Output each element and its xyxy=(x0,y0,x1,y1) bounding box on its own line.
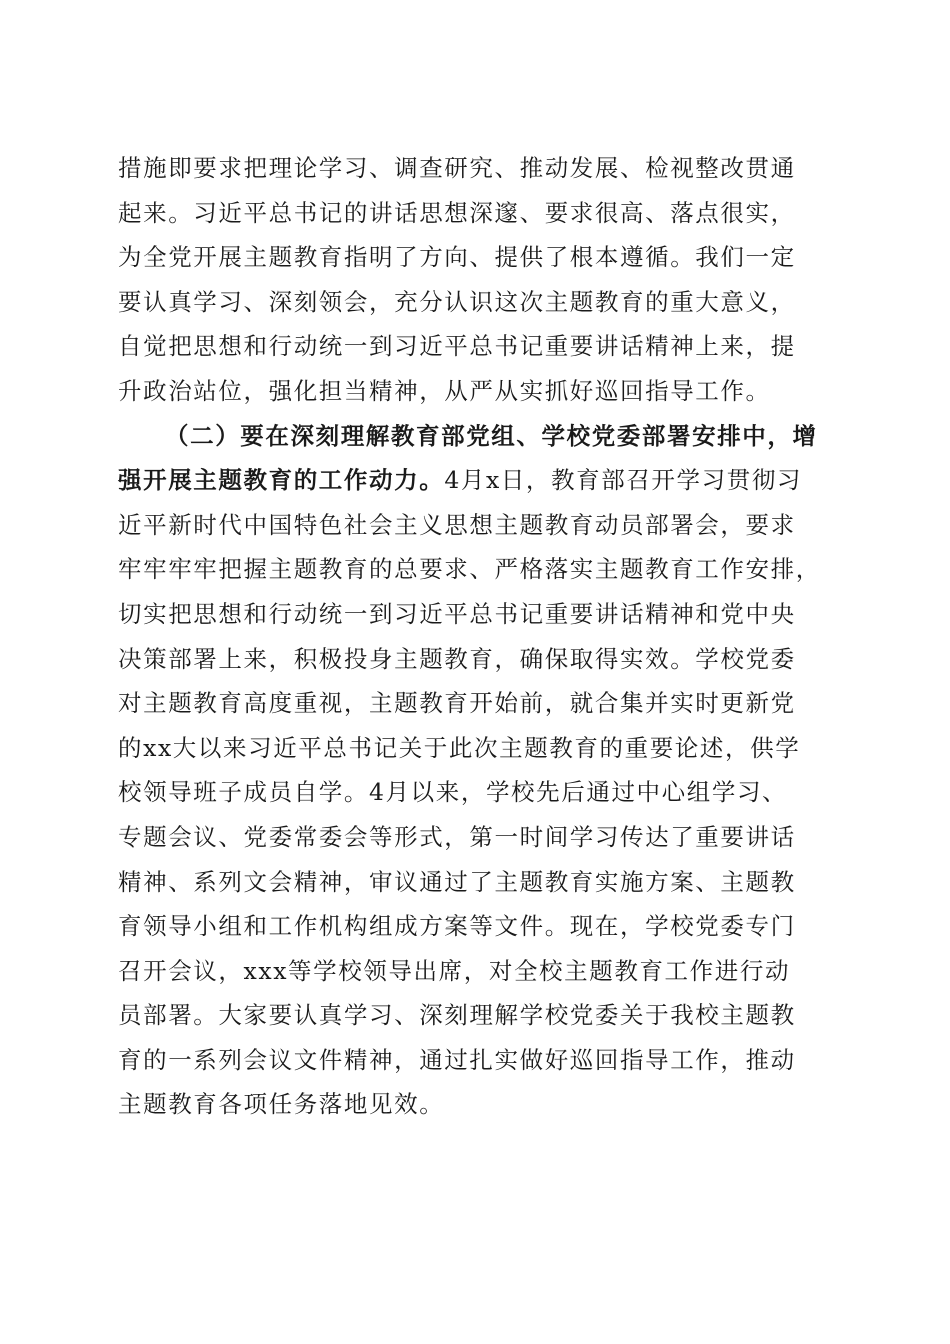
paragraph-line: 近平新时代中国特色社会主义思想主题教育动员部署会，要求 xyxy=(118,510,796,539)
paragraph-line: 的xx大以来习近平总书记关于此次主题教育的重要论述，供学 xyxy=(118,733,801,762)
paragraph-line: 校领导班子成员自学。4月以来，学校先后通过中心组学习、 xyxy=(118,778,788,807)
paragraph-line: 自觉把思想和行动统一到习近平总书记重要讲话精神上来，提 xyxy=(118,332,796,361)
paragraph-line: 育领导小组和工作机构组成方案等文件。现在，学校党委专门 xyxy=(118,912,796,941)
paragraph-line: 精神、系列文会精神，审议通过了主题教育实施方案、主题教 xyxy=(118,867,796,896)
paragraph-line: 专题会议、党委常委会等形式，第一时间学习传达了重要讲话 xyxy=(118,822,796,851)
paragraph-line xyxy=(118,458,830,503)
paragraph-2 xyxy=(118,414,830,1128)
paragraph-line: 主题教育各项任务落地见效。 xyxy=(118,1090,445,1119)
paragraph-line: 要认真学习、深刻领会，充分认识这次主题教育的重大意义， xyxy=(118,287,796,316)
paragraph-line: 对主题教育高度重视，主题教育开始前，就合集并实时更新党 xyxy=(118,689,796,718)
document-body xyxy=(118,146,830,1127)
paragraph-line: 育的一系列会议文件精神，通过扎实做好巡回指导工作，推动 xyxy=(118,1045,796,1074)
paragraph-line: 召开会议，xxx等学校领导出席，对全校主题教育工作进行动 xyxy=(118,956,791,985)
paragraph-line: 措施即要求把理论学习、调查研究、推动发展、检视整改贯通 xyxy=(118,154,796,182)
paragraph-1 xyxy=(118,146,830,414)
paragraph-line: 决策部署上来，积极投身主题教育，确保取得实效。学校党委 xyxy=(118,644,796,673)
paragraph-line: 切实把思想和行动统一到习近平总书记重要讲话精神和党中央 xyxy=(118,599,796,628)
section-heading: （二）要在深刻理解教育部党组、学校党委部署安排中，增 xyxy=(165,421,818,450)
paragraph-line-text: 4月x日，教育部召开学习贯彻习 xyxy=(444,466,803,495)
paragraph-line: 为全党开展主题教育指明了方向、提供了根本遵循。我们一定 xyxy=(118,243,796,272)
paragraph-line: 升政治站位，强化担当精神，从严从实抓好巡回指导工作。 xyxy=(118,376,771,405)
section-heading-continuation: 强开展主题教育的工作动力。 xyxy=(118,466,445,495)
paragraph-line: 起来。习近平总书记的讲话思想深邃、要求很高、落点很实， xyxy=(118,198,796,227)
paragraph-line: 牢牢牢牢把握主题教育的总要求、严格落实主题教育工作安排， xyxy=(118,555,821,584)
paragraph-line: 员部署。大家要认真学习、深刻理解学校党委关于我校主题教 xyxy=(118,1001,796,1030)
